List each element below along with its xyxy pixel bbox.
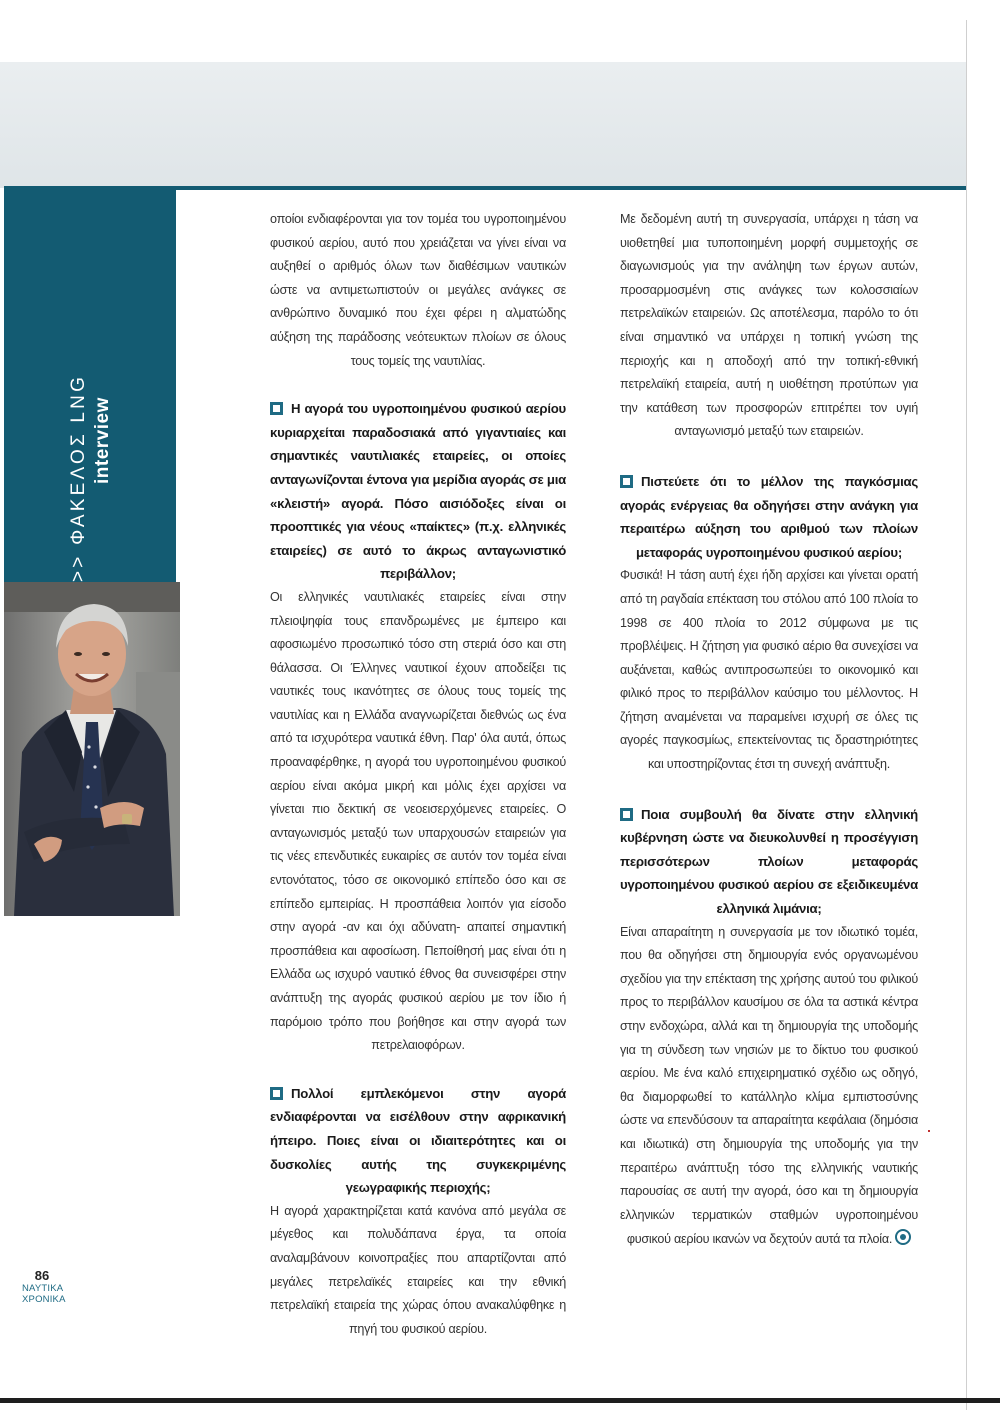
page-number: 86 [34,1268,50,1283]
page-edge [966,20,967,1410]
square-bullet-icon [620,808,633,821]
intro-paragraph: οποίοι ενδιαφέρονται για τον τομέα του υγροποιημένου φυσικού αερίου, αυτό που χρειάζεται να γίνει είναι να αυξηθεί ο αριθμός όλων των διαθέσιμων ναυτικών ώστε να αντιμετωπιστούν οι μεγάλες ανάγκες σε ανθρώπινο δυναμικό που έχει φέρει η αλματώδης αύξηση της παράδοσης νεότευκτων πλοίων σε όλους τους τομείς της ναυτιλίας. [270,212,566,368]
answer-4 [620,921,918,1252]
header-gray-band [0,62,966,188]
section-label [64,372,120,582]
answer-3: Φυσικά! Η τάση αυτή έχει ήδη αρχίσει και γίνεται ορατή από τη ραγδαία επέκταση του στόλου από 100 πλοία το 1998 σε 400 πλοία το 2012 σύμφωνα με τις προβλέψεις. Η ζήτηση για φυσικό αέριο θα συνεχίσει να αυξάνεται, καθώς αντιπροσωπεύει το οικονομικό και φιλικό προς το περιβάλλον καύσιμο του μέλλοντος. Η ζήτηση αναμένεται να παραμείνει ισχυρή σε όλες τις αγορές παγκοσμίως, επεκτείνοντας τις δραστηριότητες και υποστηρίζοντας έτσι τη συνεχή ανάπτυξη. [620,568,918,772]
question-4-text: Ποια συμβουλή θα δίνατε στην ελληνική κυβέρνηση ώστε να διευκολυνθεί η προσέγγιση περισσότερων πλοίων μεταφοράς υγροποιημένου φυσικού αερίου σε εξειδικευμένα ελληνικά λιμάνια; [620,806,918,917]
interviewee-photo [4,582,180,916]
magazine-name-line2: ΧΡΟΝΙΚΑ [22,1294,66,1305]
scan-bottom-border [0,1398,1000,1403]
magazine-name-line1: ΝΑΥΤΙΚΑ [22,1283,64,1294]
answer-4-text: Είναι απαραίτητη η συνεργασία με τον ιδιωτικό τομέα, που θα οδηγήσει στη δημιουργία ενός οργανωμένου σχεδίου για την επέκταση της χρήσης αυτού του φιλικού προς το περιβάλλον καυσίμου σε όλα τα αστικά κέντρα στην ενδοχώρα, αλλά και τη δημιουργία της υποδομής για τη σύνδεση των νησιών με το δίκτυο του φυσικού αερίου. Με ένα καλό επιχειρηματικό σχέδιο ως οδηγό, θα διαμορφωθεί το κατάλληλο κλίμα εμπιστοσύνης ώστε να επενδύσουν τα απαραίτητα κεφάλαια (δημόσια και ιδιωτικά) στη δημιουργία της υποδομής για την περαιτέρω ανάπτυξη τόσο της ελληνικής ναυτικής παρουσίας σε αυτή την αγορά, όσο και τη δημιουργία ελληνικών τερματικών σταθμών υγροποιημένου φυσικού αερίου ικανών να δεχτούν αυτά τα πλοία. [620,924,918,1247]
question-3-text: Πιστεύετε ότι το μέλλον της παγκόσμιας αγοράς ενέργειας θα οδηγήσει στην ανάγκη για περαιτέρω αύξηση του αριθμού των πλοίων μεταφοράς υγροποιημένου φυσικού αερίου; [620,473,918,560]
question-1-text: Η αγορά του υγροποιημένου φυσικού αερίου κυριαρχείται παραδοσιακά από γιγαντιαίες και σημαντικές ναυτιλιακές εταιρείες, οι οποίες ανταγωνίζονται έντονα για μερίδια αγοράς σε μια «κλειστή» αγορά. Πόσο αισιόδοξες είναι οι προοπτικές για νέους «παίκτες» (π.χ. ελληνικές εταιρείες) σε αυτό το άκρως ανταγωνιστικό περιβάλλον; [270,401,566,582]
answer-2: Η αγορά χαρακτηρίζεται κατά κανόνα από μεγάλα σε μέγεθος και πολυδάπανα έργα, τα οποία αναλαμβάνουν κοινοπραξίες που απαρτίζονται από μεγάλες πετρελαϊκές εταιρείες και την εθνική πετρελαϊκή εταιρεία της χώρας όπου ανακαλύφθηκε η πηγή του φυσικού αερίου. [270,1203,566,1336]
page-footer [22,1268,66,1305]
right-column [620,208,918,1252]
square-bullet-icon [270,1087,283,1100]
section-name: interview [92,397,113,484]
square-bullet-icon [270,402,283,415]
left-column [270,208,566,1341]
question-1 [270,397,566,586]
answer-1: Οι ελληνικές ναυτιλιακές εταιρείες είναι στην πλειοψηφία τους επανδρωμένες με έμπειρο και αφοσιωμένο προσωπικό τόσο στη στεριά όσο και στη θάλασσα. Οι Έλληνες ναυτικοί έχουν αποδείξει τις ναυτικές τους ικανότητες σε όλους τους τομείς της ναυτιλίας και η Ελλάδα αναγνωρίζεται διεθνώς ως ένα από τα ισχυρότερα ναυτικά έθνη. Παρ' όλα αυτά, όπως προαναφέρθηκε, η αγορά του υγροποιημένου φυσικού αερίου είναι ακόμα μικρή και μόλις έχει αρχίσει να γίνεται πιο δεκτική σε νεοεισερχόμενες εταιρείες. Ο ανταγωνισμός μεταξύ των υπαρχουσών εταιρειών για τις νέες επενδυτικές ευκαιρίες σε αυτόν τον τομέα είναι εντονότατος, τόσο σε οικονομικό επίπεδο όσο και σε επίπεδο εμπειρίας. Η προσπάθεια λοιπόν για είσοδο στην αγορά -αν και όχι αδύνατη- απαιτεί σημαντική προσπάθεια και αφοσίωση. Πεποίθησή μας είναι ότι η Ελλάδα ως ισχυρό ναυτικό έθνος θα συνεισφέρει στην ανάπτυξη της αγοράς φυσικού αερίου με τον ίδιο ή παρόμοιο τρόπο που βοήθησε και στην αγορά των πετρελαιοφόρων. [270,589,566,1053]
end-of-article-icon [895,1229,911,1245]
question-3 [620,470,918,564]
square-bullet-icon [620,475,633,488]
question-2-text: Πολλοί εμπλεκόμενοι στην αγορά ενδιαφέρονται να εισέλθουν στην αφρικανική ήπειρο. Ποιες είναι οι ιδιαιτερότητες και οι δυσκολίες αυτής της συγκεκριμένης γεωγραφικής περιοχής; [270,1085,566,1196]
series-label: >> ΦΑΚΕΛΟΣ LNG [68,373,89,582]
intro-paragraph-right: Με δεδομένη αυτή τη συνεργασία, υπάρχει η τάση να υιοθετηθεί μια τυποποιημένη μορφή συμμετοχής σε διαγωνισμούς για την ανάληψη των έργων αυτών, προσαρμοσμένη στις ανάγκες των κολοσσιαίων πετρελαϊκών εταιρειών. Ως αποτέλεσμα, παρόλο το ότι είναι σημαντικό να υπάρχει η τοπική γνώση της περιοχής και η αποδοχή από την τοπική-εθνική πετρελαϊκή εταιρεία, αυτή η υιοθέτηση προτύπων για την κατάθεση των προσφορών επιτρέπει τον υγιή ανταγωνισμό μεταξύ των εταιρειών. [620,212,918,439]
print-speck [928,1130,930,1132]
question-4 [620,803,918,921]
question-2 [270,1082,566,1200]
